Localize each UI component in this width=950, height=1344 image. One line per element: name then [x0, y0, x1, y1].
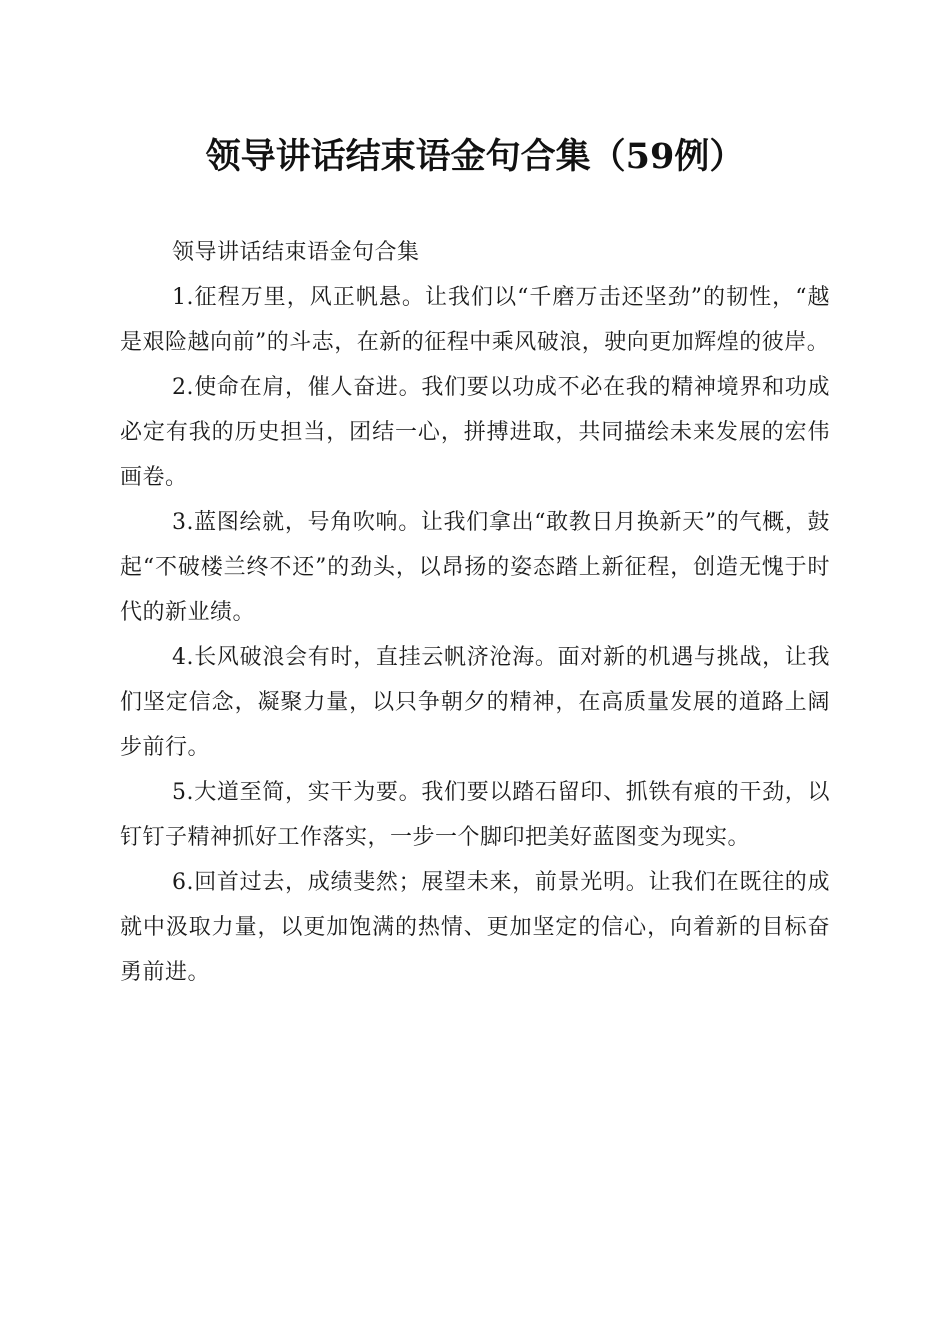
- paragraph-6: 6.回首过去，成绩斐然；展望未来，前景光明。让我们在既往的成就中汲取力量，以更加饱满的热情、更加坚定的信心，向着新的目标奋勇前进。: [120, 870, 830, 985]
- paragraph-1: 1.征程万里，风正帆悬。让我们以“千磨万击还坚劲”的韧性，“越是艰险越向前”的斗志，在新的征程中乘风破浪，驶向更加辉煌的彼岸。: [120, 285, 830, 355]
- paragraph-2: 2.使命在肩，催人奋进。我们要以功成不必在我的精神境界和功成必定有我的历史担当，团结一心，拼搏进取，共同描绘未来发展的宏伟画卷。: [120, 375, 830, 490]
- document-body: [120, 230, 830, 995]
- document-title: 领导讲话结束语金句合集（59例）: [205, 136, 745, 177]
- paragraph-3: 3.蓝图绘就，号角吹响。让我们拿出“敢教日月换新天”的气概，鼓起“不破楼兰终不还”的劲头，以昂扬的姿态踏上新征程，创造无愧于时代的新业绩。: [120, 510, 830, 625]
- document-subtitle: 领导讲话结束语金句合集: [172, 240, 420, 265]
- paragraph-4: 4.长风破浪会有时，直挂云帆济沧海。面对新的机遇与挑战，让我们坚定信念，凝聚力量，以只争朝夕的精神，在高质量发展的道路上阔步前行。: [120, 645, 830, 760]
- paragraph-5: 5.大道至简，实干为要。我们要以踏石留印、抓铁有痕的干劲，以钉钉子精神抓好工作落实，一步一个脚印把美好蓝图变为现实。: [120, 780, 830, 850]
